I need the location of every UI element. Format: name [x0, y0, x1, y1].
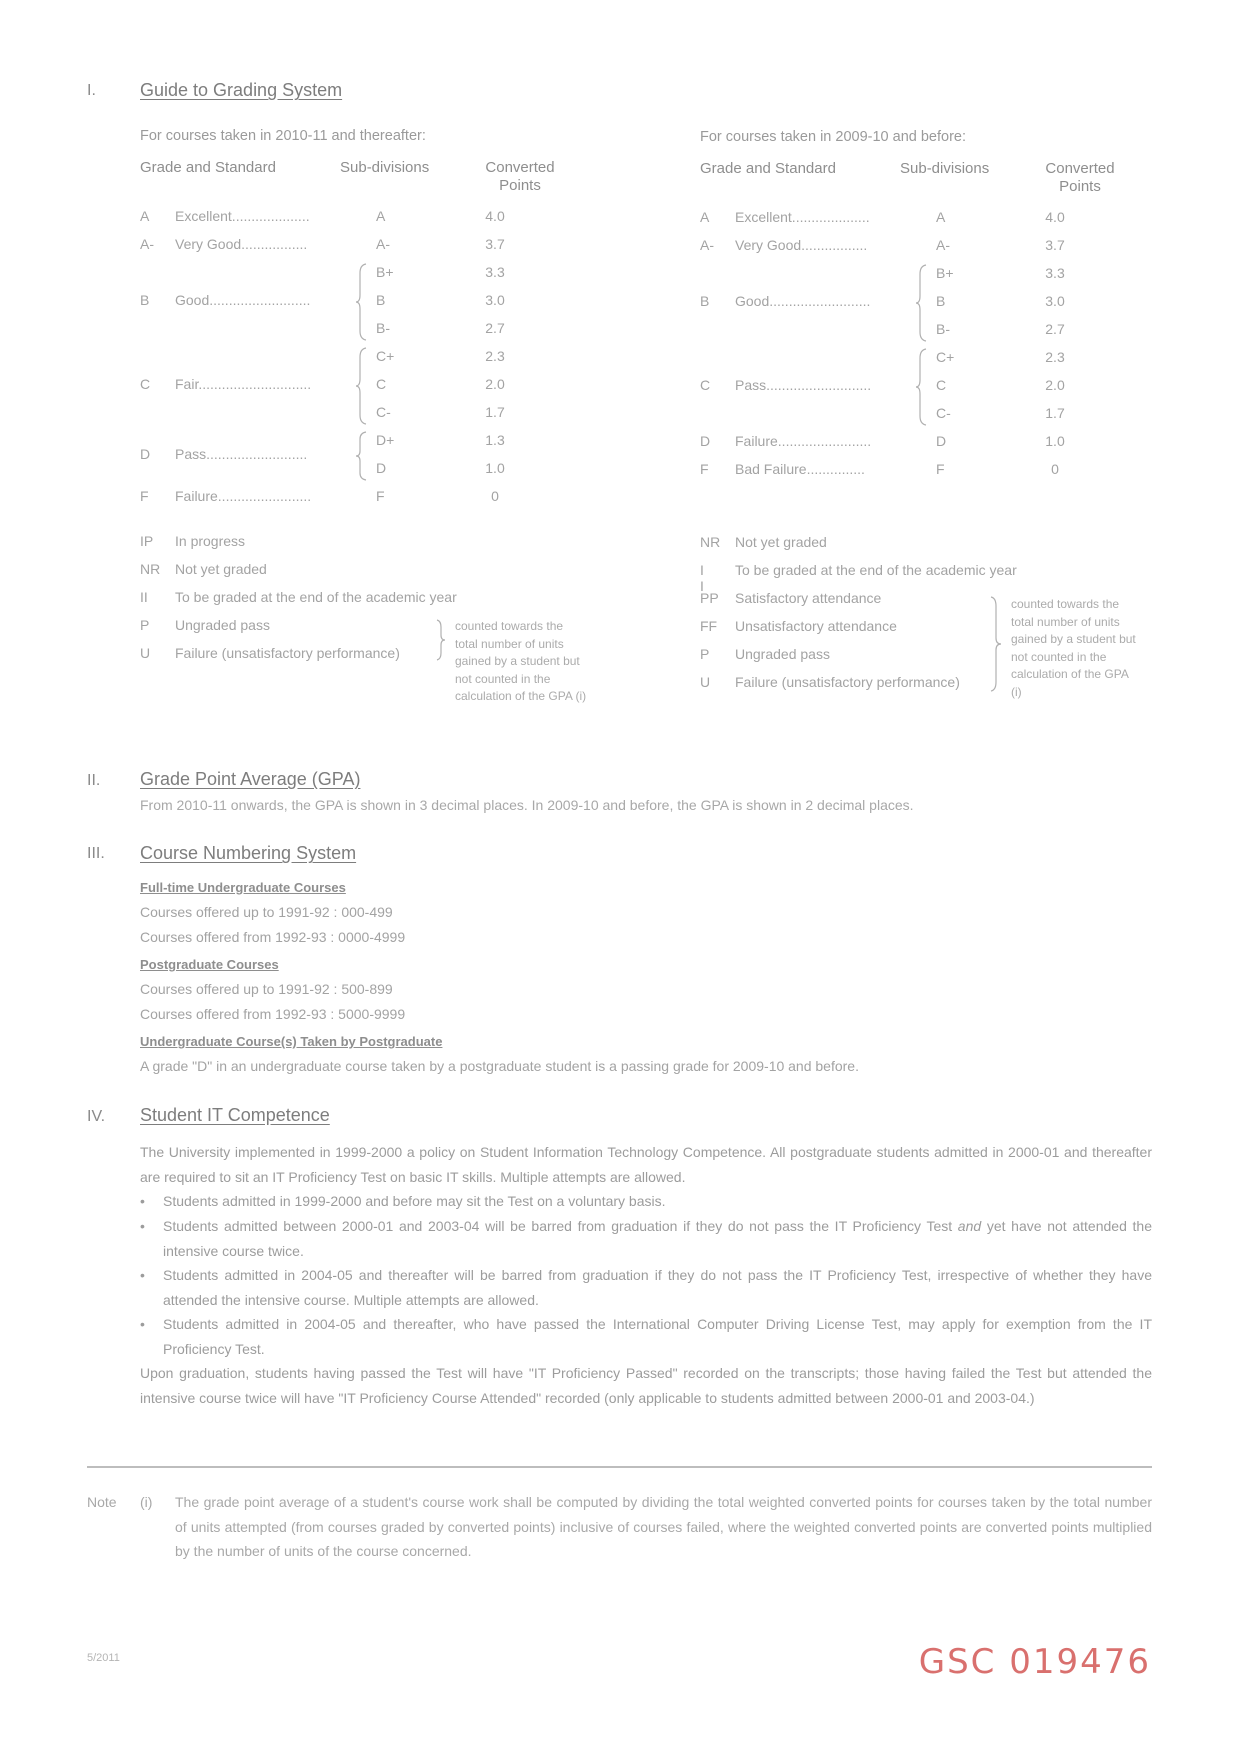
grade-standard: Bad Failure............... — [735, 461, 865, 477]
grade-standard: Fair............................. — [175, 376, 312, 392]
footer-date: 5/2011 — [87, 1652, 120, 1664]
grade-row — [140, 432, 620, 462]
grade-row — [140, 236, 620, 256]
brace-c-icon — [915, 348, 929, 426]
grade-row — [700, 377, 1180, 397]
section-numeral: III. — [87, 845, 105, 862]
code-letter: IP — [140, 533, 154, 549]
note-text: The grade point average of a student's course work shall be computed by dividing the total weighted converted points for courses taken by the total number of units attempted (from courses graded by converted points) inclusive of courses failed, where the weighted converted points are converted points multiplied by the number of units of the course concerned. — [175, 1494, 1152, 1559]
points: 3.7 — [1045, 237, 1065, 253]
grade-row — [140, 292, 620, 312]
code-desc: In progress — [175, 533, 246, 549]
grade-row — [140, 404, 620, 424]
points: 3.3 — [1045, 265, 1065, 281]
grade-row — [140, 264, 620, 284]
points: 1.0 — [1045, 433, 1065, 449]
grade-standard: Good.......................... — [175, 292, 311, 308]
subdivision: D — [376, 460, 387, 476]
subdivision: F — [376, 488, 385, 504]
bullet-text-part: Students admitted between 2000-01 and 2003-04 will be barred from graduation if they do not pass the IT Proficiency Test — [163, 1218, 958, 1234]
points: 2.3 — [485, 348, 505, 364]
subdivision: C — [376, 376, 387, 392]
grade-standard: Very Good................. — [735, 237, 868, 253]
section-title-it: Student IT Competence — [140, 1105, 330, 1125]
points: 4.0 — [1045, 209, 1065, 225]
bullet-text: Students admitted in 2004-05 and thereafter will be barred from graduation if they do not pass the IT Proficiency Test, irrespective of whether they have attended the intensive course. Multiple attempts are allowed. — [163, 1267, 1152, 1308]
grade-letter: A — [140, 208, 150, 224]
grade-letter: D — [700, 433, 711, 449]
text-line: Courses offered from 1992-93 : 0000-4999 — [140, 929, 406, 945]
grade-standard: Pass.......................... — [175, 446, 308, 462]
subdivision: A- — [936, 237, 950, 253]
code-desc: Not yet graded — [175, 561, 267, 577]
code-desc: Satisfactory attendance — [735, 590, 882, 606]
section-title-gpa: Grade Point Average (GPA) — [140, 769, 361, 789]
table-subtitle: For courses taken in 2009-10 and before: — [700, 129, 966, 145]
points: 1.7 — [485, 404, 505, 420]
grading-table-2010-onwards — [140, 125, 620, 725]
subdivision: B — [376, 292, 386, 308]
text-line: Courses offered from 1992-93 : 5000-9999 — [140, 1006, 406, 1022]
it-intro: The University implemented in 1999-2000 a policy on Student Information Technology Competence. All postgraduate students admitted in 2000-01 and thereafter are required to sit an IT Proficiency Test on basic IT skills. Multiple attempts are allowed. — [140, 1144, 1152, 1185]
code-letter: NR — [140, 561, 161, 577]
points: 0 — [491, 488, 499, 504]
grade-row — [700, 321, 1180, 341]
section-title-grading: Guide to Grading System — [140, 80, 343, 100]
subdivision: A — [936, 209, 946, 225]
brace-note-icon — [436, 619, 446, 661]
subdivision: A — [376, 208, 386, 224]
brace-d-icon — [355, 431, 369, 481]
gpa-note: counted towards the total number of units gained by a student but not counted in the calculation of the GPA (i) — [455, 619, 587, 703]
grade-letter: A- — [140, 236, 154, 252]
serial-number: GSC 019476 — [918, 1642, 1151, 1682]
brace-note-icon — [990, 596, 1002, 692]
subheading-undergraduate: Undergraduate Course(s) Taken by Postgraduate — [140, 1034, 443, 1049]
gpa-note: counted towards the total number of units gained by a student but not counted in the calculation of the GPA (i) — [1011, 597, 1136, 699]
brace-c-icon — [355, 347, 369, 425]
grade-row — [140, 376, 620, 396]
header-grade: Grade and Standard — [700, 160, 836, 177]
text-line: Courses offered up to 1991-92 : 500-899 — [140, 981, 393, 997]
text-line: Courses offered up to 1991-92 : 000-499 — [140, 904, 393, 920]
grade-row — [140, 208, 620, 228]
section-numeral: IV. — [87, 1108, 106, 1125]
section-title-numbering: Course Numbering System — [140, 843, 357, 863]
grade-row — [700, 293, 1180, 313]
points: 3.0 — [485, 292, 505, 308]
divider — [87, 1466, 1152, 1468]
grade-row — [700, 209, 1180, 229]
text-line: A grade "D" in an undergraduate course taken by a postgraduate student is a passing grade for 2009-10 and before. — [140, 1058, 859, 1074]
header-grade: Grade and Standard — [140, 159, 276, 176]
bullet-text-emphasis: and — [957, 1218, 982, 1234]
code-letter: U — [140, 645, 151, 661]
code-desc: Not yet graded — [735, 534, 827, 550]
grade-row — [700, 237, 1180, 257]
subheading-postgraduate: Postgraduate Courses — [140, 957, 279, 972]
bullet-text — [163, 1214, 1152, 1263]
code-desc: To be graded at the end of the academic year — [735, 562, 1017, 578]
points: 3.0 — [1045, 293, 1065, 309]
subdivision: B+ — [936, 265, 954, 281]
grade-letter: A — [700, 209, 710, 225]
subdivision: B- — [376, 320, 390, 336]
code-letter: PP — [700, 590, 719, 606]
subdivision: D+ — [376, 432, 395, 448]
grade-letter: F — [140, 488, 149, 504]
grade-row — [700, 349, 1180, 369]
grade-standard: Excellent.................... — [175, 208, 310, 224]
points: 2.7 — [485, 320, 505, 336]
points: 4.0 — [485, 208, 505, 224]
grade-letter: C — [140, 376, 151, 392]
bullet-icon: • — [140, 1267, 145, 1283]
list-item — [140, 1312, 1152, 1361]
grade-standard: Very Good................. — [175, 236, 308, 252]
brace-b-icon — [915, 264, 929, 342]
points: 2.7 — [1045, 321, 1065, 337]
subdivision: C+ — [936, 349, 955, 365]
grade-row — [700, 265, 1180, 285]
grade-letter: C — [700, 377, 711, 393]
subdivision: B- — [936, 321, 950, 337]
header-points-line1: Converted — [485, 159, 555, 176]
header-points — [1035, 160, 1125, 196]
code-letter: NR — [700, 534, 721, 550]
code-letter: II — [140, 589, 148, 605]
grade-standard: Pass........................... — [735, 377, 872, 393]
bullet-text-part: yet have not attended the intensive course twice. — [163, 1218, 1152, 1259]
code-letter: P — [140, 617, 150, 633]
points: 3.3 — [485, 264, 505, 280]
header-subdivisions: Sub-divisions — [900, 160, 990, 177]
bullet-text: Students admitted in 2004-05 and thereafter, who have passed the International Computer Driving License Test, may apply for exemption from the IT Proficiency Test. — [163, 1316, 1152, 1357]
list-item — [140, 1214, 1152, 1263]
subdivision: F — [936, 461, 945, 477]
code-desc: Ungraded pass — [735, 646, 830, 662]
grade-standard: Good.......................... — [735, 293, 871, 309]
code-letter: FF — [700, 618, 718, 634]
bullet-text: Students admitted in 1999-2000 and before may sit the Test on a voluntary basis. — [163, 1193, 666, 1209]
points: 2.3 — [1045, 349, 1065, 365]
bullet-icon: • — [140, 1218, 145, 1234]
points: 3.7 — [485, 236, 505, 252]
code-desc: Unsatisfactory attendance — [735, 618, 897, 634]
list-item — [140, 1263, 1152, 1312]
points: 1.3 — [485, 432, 505, 448]
subdivision: B+ — [376, 264, 394, 280]
points: 2.0 — [485, 376, 505, 392]
points: 1.7 — [1045, 405, 1065, 421]
grade-standard: Failure........................ — [175, 488, 312, 504]
grade-standard: Excellent.................... — [735, 209, 870, 225]
subdivision: B — [936, 293, 946, 309]
bullet-icon: • — [140, 1193, 145, 1209]
subdivision: A- — [376, 236, 390, 252]
points: 2.0 — [1045, 377, 1065, 393]
list-item — [140, 1189, 1152, 1214]
subdivision: C- — [936, 405, 951, 421]
it-outro: Upon graduation, students having passed the Test will have "IT Proficiency Passed" recorded on the transcripts; those having failed the Test but attended the intensive course twice will have "IT Proficiency Course Attended" recorded (only applicable to students admitted between 2000-01 and 2003-04.) — [140, 1365, 1152, 1406]
grading-table-2009-before — [700, 126, 1180, 726]
grade-letter: F — [700, 461, 709, 477]
note-label: Note — [87, 1494, 117, 1510]
brace-b-icon — [355, 263, 369, 341]
header-points — [475, 159, 565, 195]
note-number: (i) — [140, 1494, 153, 1510]
code-letter: P — [700, 646, 710, 662]
grade-standard: Failure........................ — [735, 433, 872, 449]
section-numeral: I. — [87, 82, 96, 99]
code-desc: Failure (unsatisfactory performance) — [175, 645, 400, 661]
code-desc: To be graded at the end of the academic year — [175, 589, 457, 605]
header-points-line1: Converted — [1045, 160, 1115, 177]
grade-row — [140, 320, 620, 340]
gpa-text: From 2010-11 onwards, the GPA is shown in 3 decimal places. In 2009-10 and before, the GPA is shown in 2 decimal places. — [140, 797, 914, 813]
subdivision: C- — [376, 404, 391, 420]
table-subtitle: For courses taken in 2010-11 and thereafter: — [140, 128, 426, 144]
grade-row — [700, 405, 1180, 425]
header-subdivisions: Sub-divisions — [340, 159, 430, 176]
grade-row — [140, 488, 620, 508]
header-points-line2: Points — [1059, 178, 1101, 195]
grade-letter: B — [700, 293, 710, 309]
grade-row — [700, 433, 1180, 453]
points: 1.0 — [485, 460, 505, 476]
points: 0 — [1051, 461, 1059, 477]
subheading-fulltime: Full-time Undergraduate Courses — [140, 880, 346, 895]
grade-row — [140, 348, 620, 368]
header-points-line2: Points — [499, 177, 541, 194]
section-numeral: II. — [87, 772, 101, 789]
subdivision: C+ — [376, 348, 395, 364]
subdivision: D — [936, 433, 947, 449]
code-desc: Failure (unsatisfactory performance) — [735, 674, 960, 690]
grade-row — [700, 461, 1180, 481]
grade-letter: D — [140, 446, 151, 462]
code-letter: U — [700, 674, 711, 690]
code-letter: I I — [700, 562, 704, 594]
code-desc: Ungraded pass — [175, 617, 270, 633]
subdivision: C — [936, 377, 947, 393]
grade-letter: A- — [700, 237, 714, 253]
grade-letter: B — [140, 292, 150, 308]
grade-row — [140, 460, 620, 480]
bullet-icon: • — [140, 1316, 145, 1332]
